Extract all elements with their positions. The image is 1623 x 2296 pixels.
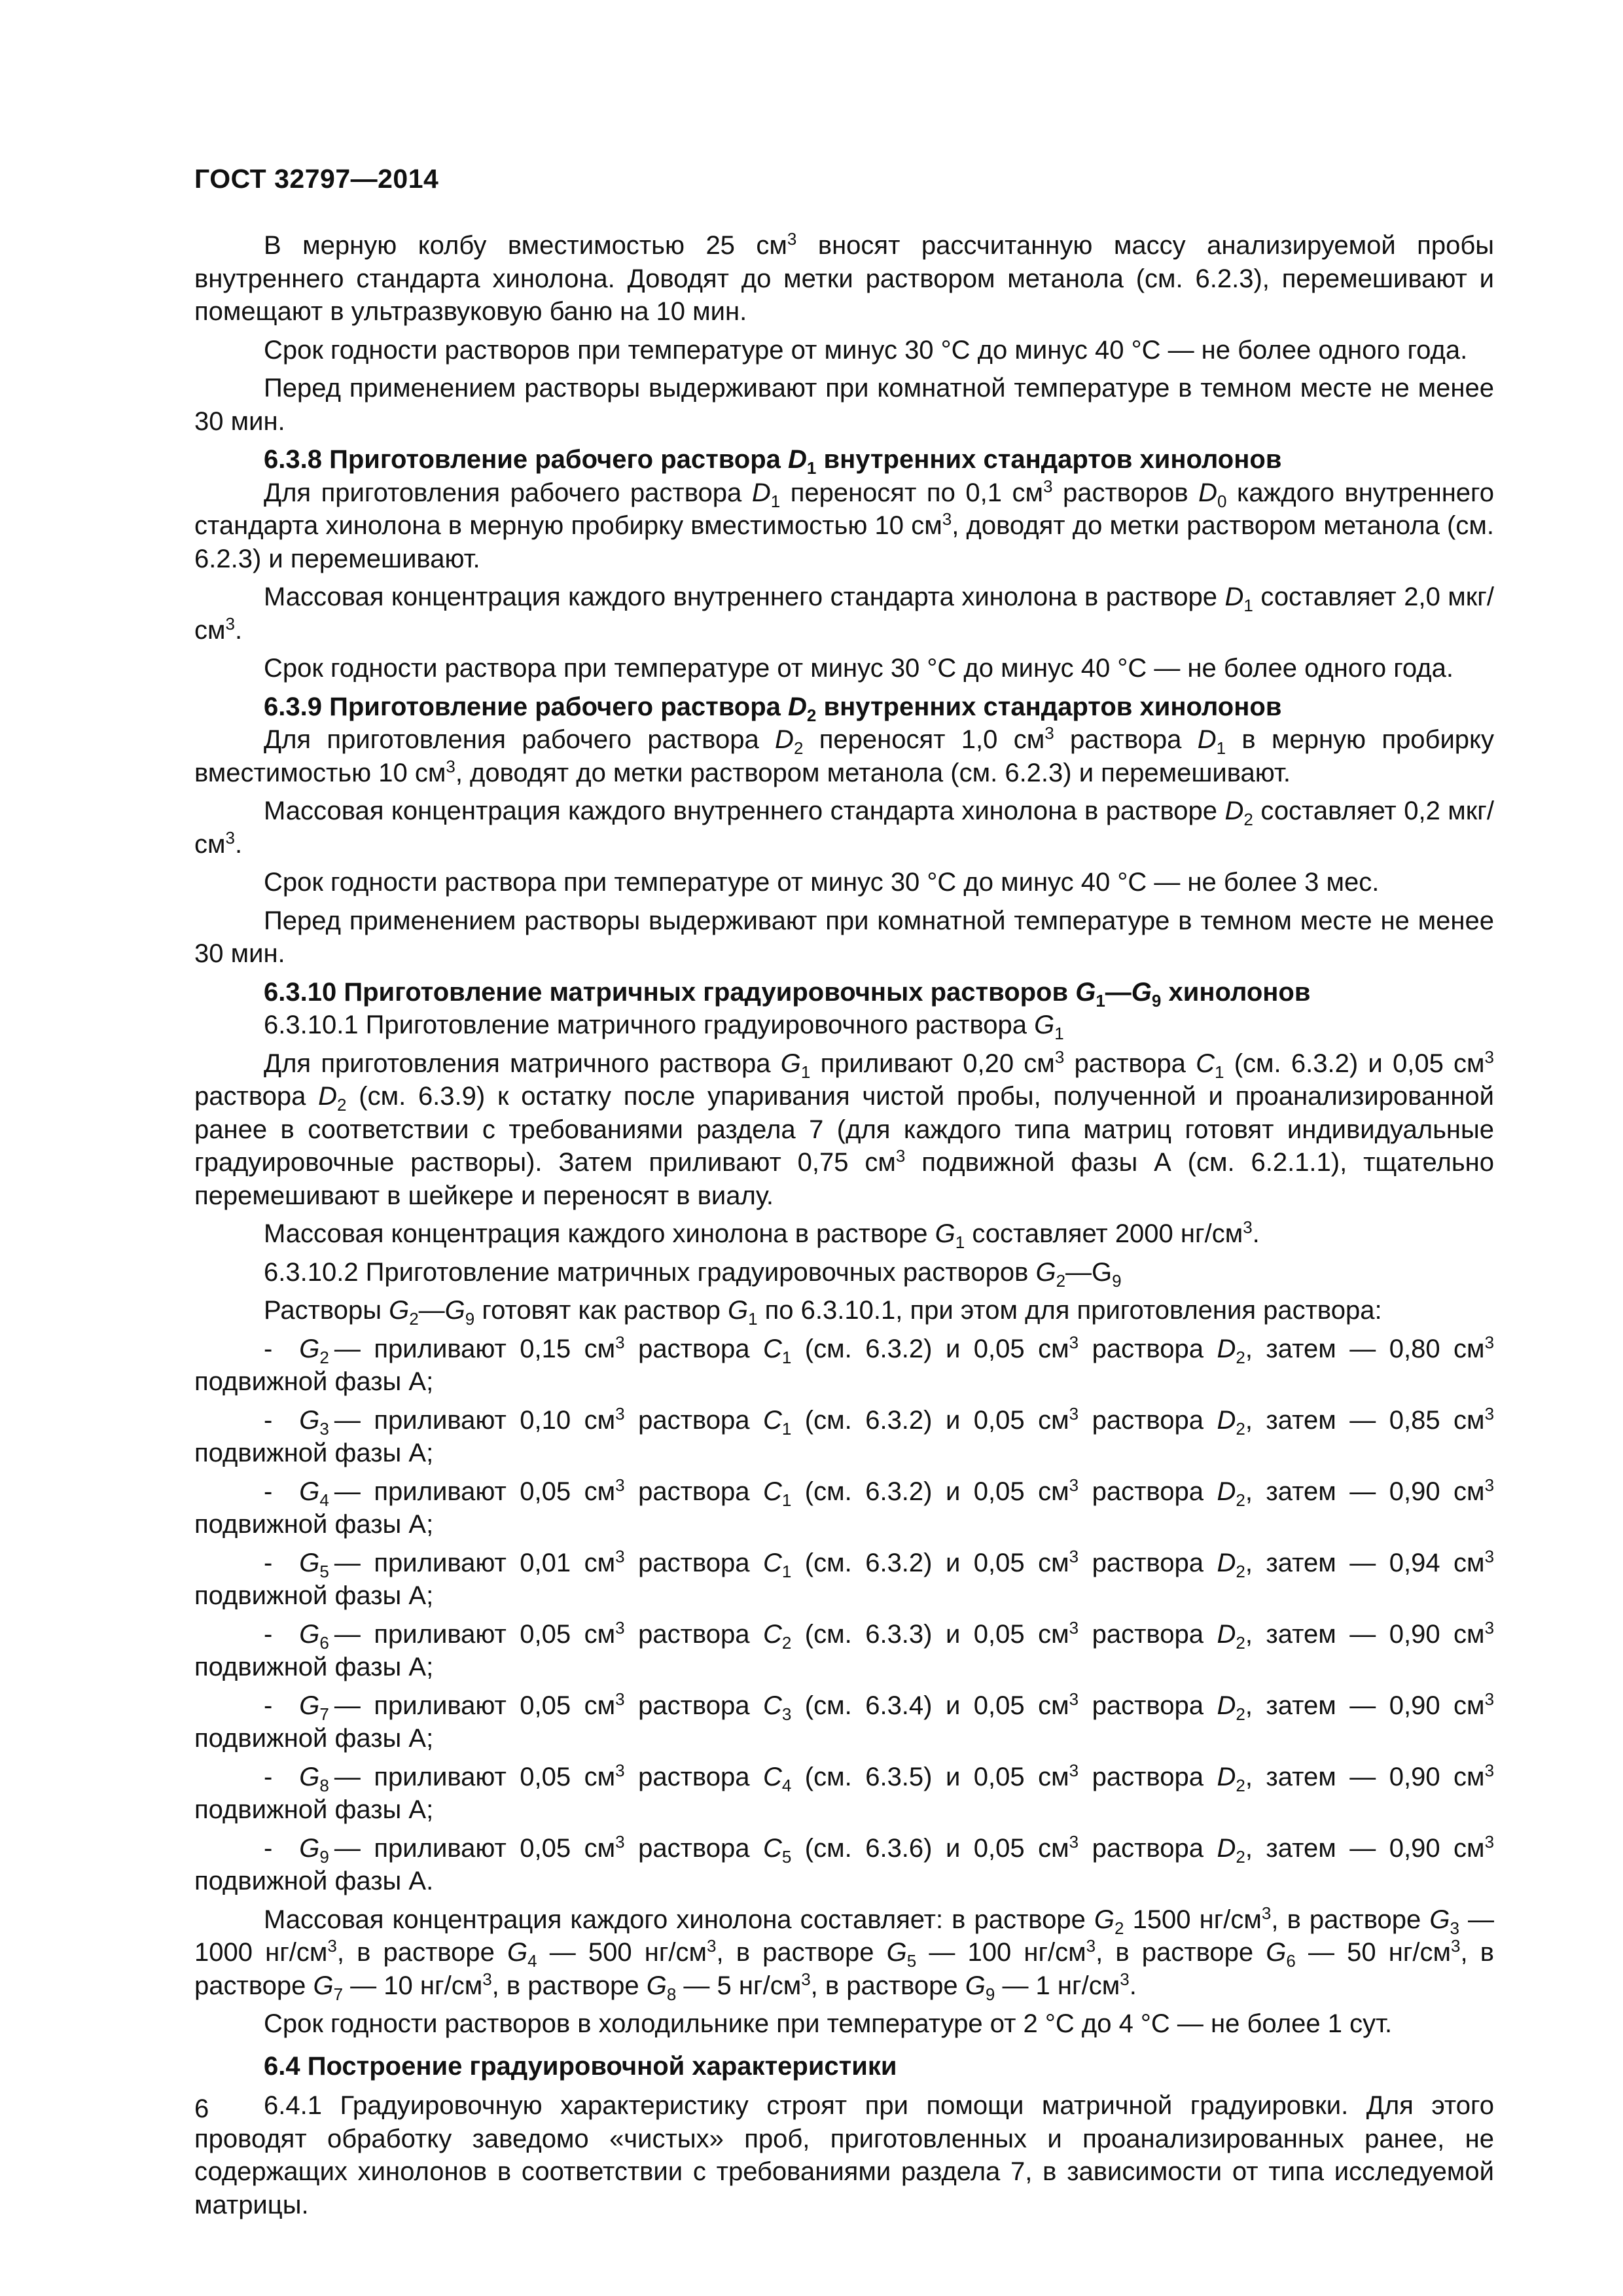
paragraph: Срок годности растворов при температуре от минус 30 °С до минус 40 °С — не более одного года. bbox=[264, 335, 1468, 365]
list-item: - $G_2$ — приливают 0,15 $см^3$ раствора $C_1$ (см. 6.3.2) и 0,05 $см^3$ раствора $D_2$, затем — 0,80 $см^3$ подвижной фазы А; bbox=[194, 1332, 1495, 1396]
list-item: - $G_8$ — приливают 0,05 $см^3$ раствора $C_4$ (см. 6.3.5) и 0,05 $см^3$ раствора $D_2$, затем — 0,90 $см^3$ подвижной фазы А; bbox=[194, 1760, 1495, 1824]
page-number: 6 bbox=[194, 2094, 209, 2123]
paragraph: Массовая концентрация каждого внутреннего стандарта хинолона в растворе $D_2$ составляет 0,2 мкг/$см^3$. bbox=[194, 797, 1494, 859]
list-item: - $G_4$ — приливают 0,05 $см^3$ раствора $C_1$ (см. 6.3.2) и 0,05 $см^3$ раствора $D_2$, затем — 0,90 $см^3$ подвижной фазы А; bbox=[194, 1475, 1495, 1539]
paragraph: Для приготовления матричного раствора $G_1$ приливают 0,20 $см^3$ раствора $C_1$ (см. 6.3.2) и 0,05 $см^3$ раствора $D_2$ (см. 6.3.9) к остатку после упаривания чистой пробы, полученной и проанализированной ранее в соответствии с требованиями раздела 7 (для каждого типа матриц готовят индивидуальные градуировочные растворы). Затем приливают 0,75 $см^3$ подвижной фазы А (см. 6.2.1.1), тщательно перемешивают в шейкере и переносят в виалу. bbox=[194, 1047, 1495, 1210]
paragraph: Массовая концентрация каждого внутреннего стандарта хинолона в растворе $D_1$ составляет 2,0 мкг/$см^3$. bbox=[194, 583, 1494, 645]
section-heading-6-4: 6.4 Построение градуировочной характеристики bbox=[264, 2051, 897, 2081]
paragraph: Массовая концентрация каждого хинолона составляет: в растворе $G_2$ 1500 $нг/см^3$, в растворе $G_3$ — 1000 $нг/см^3$, в растворе $G_4$ — 500 $нг/см^3$, в растворе $G_5$ — 100 $нг/см^3$, в растворе $G_6$ — 50 $нг/см^3$, в растворе $G_7$ — 10 $нг/см^3$, в растворе $G_8$ — 5 $нг/см^3$, в растворе $G_9$ — 1 $нг/см^3$. bbox=[194, 1903, 1495, 2004]
subsection-6-3-10-1: 6.3.10.1 Приготовление матричного градуировочного раствора $G_1$ bbox=[264, 1011, 1064, 1043]
list-item: - $G_7$ — приливают 0,05 $см^3$ раствора $C_3$ (см. 6.3.4) и 0,05 $см^3$ раствора $D_2$, затем — 0,90 $см^3$ подвижной фазы А; bbox=[194, 1689, 1495, 1753]
paragraph: Массовая концентрация каждого хинолона в растворе $G_1$ составляет 2000 $нг/см^3$. bbox=[264, 1217, 1260, 1252]
section-heading-6-3-8: 6.3.8 Приготовление рабочего раствора $D_1$ внутренних стандартов хинолонов bbox=[264, 445, 1282, 478]
preparation-list bbox=[194, 1333, 1494, 1898]
paragraph: Для приготовления рабочего раствора $D_2$ переносят 1,0 $см^3$ раствора $D_1$ в мерную пробирку вместимостью 10 $см^3$, доводят до метки раствором метанола (см. 6.2.3) и перемешивают. bbox=[194, 723, 1494, 787]
paragraph: В мерную колбу вместимостью 25 $см^3$ вносят рассчитанную массу анализируемой пробы внутреннего стандарта хинолона. Доводят до метки раствором метанола (см. 6.2.3), перемешивают и помещают в ультразвуковую баню на 10 мин. bbox=[194, 229, 1494, 326]
paragraph: 6.4.1 Градуировочную характеристику строят при помощи матричной градуировки. Для этого проводят обработку заведомо «чистых» проб, приготовленных и проанализированных ранее, не содержащих хинолонов в соответствии с требованиями раздела 7, в зависимости от типа исследуемой матрицы. bbox=[194, 2091, 1494, 2219]
paragraph: Перед применением растворы выдерживают при комнатной температуре в темном месте не менее 30 мин. bbox=[194, 374, 1494, 436]
list-item: - $G_3$ — приливают 0,10 $см^3$ раствора $C_1$ (см. 6.3.2) и 0,05 $см^3$ раствора $D_2$, затем — 0,85 $см^3$ подвижной фазы А; bbox=[194, 1403, 1495, 1467]
paragraph: Для приготовления рабочего раствора $D_1$ переносят по 0,1 $см^3$ растворов $D_0$ каждого внутреннего стандарта хинолона в мерную пробирку вместимостью 10 $см^3$, доводят до метки раствором метанола (см. 6.2.3) и перемешивают. bbox=[194, 476, 1494, 573]
section-heading-6-3-9: 6.3.9 Приготовление рабочего раствора $D_2$ внутренних стандартов хинолонов bbox=[264, 692, 1282, 725]
paragraph: Растворы $G_2—G_9$ готовят как раствор $G_1$ по 6.3.10.1, при этом для приготовления раствора: bbox=[264, 1296, 1382, 1329]
list-item: - $G_5$ — приливают 0,01 $см^3$ раствора $C_1$ (см. 6.3.2) и 0,05 $см^3$ раствора $D_2$, затем — 0,94 $см^3$ подвижной фазы А; bbox=[194, 1546, 1495, 1610]
section-heading-6-3-10: 6.3.10 Приготовление матричных градуировочных растворов $G_1—G_9$ хинолонов bbox=[264, 977, 1311, 1011]
paragraph: Срок годности растворов в холодильнике при температуре от 2 °С до 4 °С — не более 1 сут. bbox=[264, 2009, 1393, 2038]
subsection-6-3-10-2: 6.3.10.2 Приготовление матричных градуировочных растворов $G_2—G_9$ bbox=[264, 1257, 1122, 1291]
document-body bbox=[194, 229, 1494, 2221]
paragraph: Срок годности раствора при температуре от минус 30 °С до минус 40 °С — не более 3 мес. bbox=[264, 868, 1380, 897]
document-header: ГОСТ 32797—2014 bbox=[194, 164, 439, 194]
paragraph: Перед применением растворы выдерживают при комнатной температуре в темном месте не менее 30 мин. bbox=[194, 906, 1494, 968]
list-item: - $G_9$ — приливают 0,05 $см^3$ раствора $C_5$ (см. 6.3.6) и 0,05 $см^3$ раствора $D_2$, затем — 0,90 $см^3$ подвижной фазы А. bbox=[194, 1831, 1495, 1895]
paragraph: Срок годности раствора при температуре от минус 30 °С до минус 40 °С — не более одного года. bbox=[264, 654, 1454, 683]
list-item: - $G_6$ — приливают 0,05 $см^3$ раствора $C_2$ (см. 6.3.3) и 0,05 $см^3$ раствора $D_2$, затем — 0,90 $см^3$ подвижной фазы А; bbox=[194, 1617, 1495, 1681]
